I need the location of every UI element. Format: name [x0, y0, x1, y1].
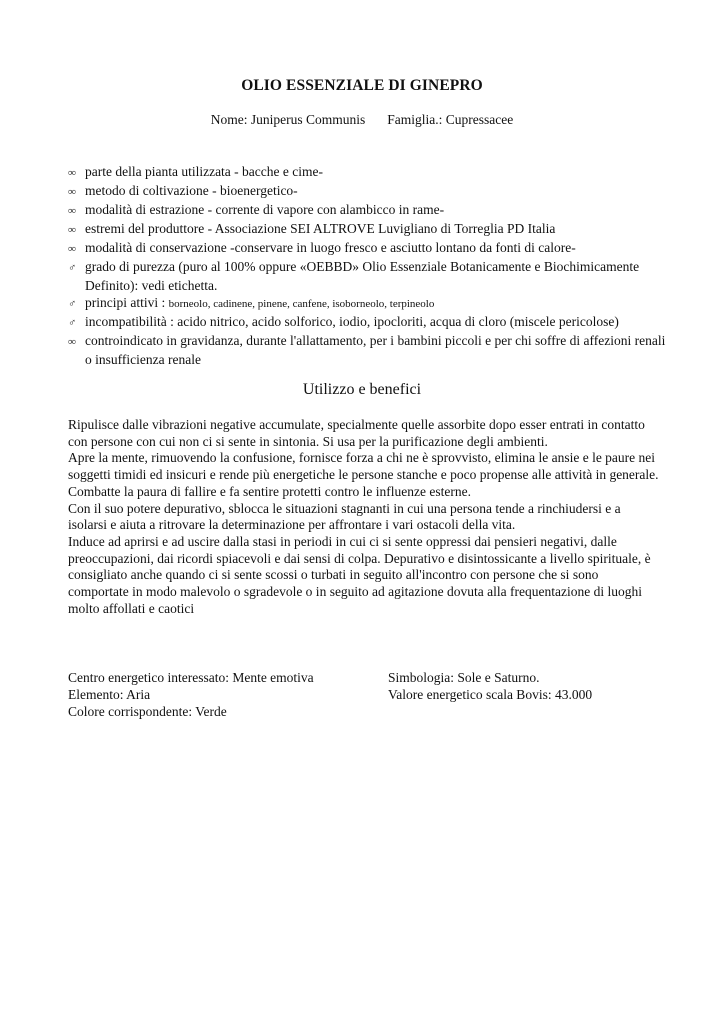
property-item: [68, 239, 668, 258]
property-item: [68, 332, 668, 368]
botanical-name: Nome: Juniperus Communis: [210, 112, 366, 127]
property-text: modalità di conservazione -conservare in luogo fresco e asciutto lontano da fonti di calore-: [85, 240, 576, 255]
energy-center: Centro energetico interessato: Mente emotiva: [68, 670, 314, 685]
paragraph: Apre la mente, rimuovendo la confusione, fornisce forza a chi ne è sprovvisto, elimina le ansie e le paure nei soggetti timidi ed insicuri e rende più energetiche le persone stanche e poco propense alle attività in generale. Combatte la paura di fallire e fa sentire protetti contro le influenze esterne.: [68, 450, 659, 499]
property-text: controindicato in gravidanza, durante l'allattamento, per i bambini piccoli e per chi soffre di affezioni renali o insufficienza renale: [85, 333, 666, 367]
property-text: incompatibilità : acido nitrico, acido solforico, iodio, ipocloriti, acqua di cloro (miscele pericolose): [85, 314, 619, 329]
property-label: principi attivi :: [85, 295, 169, 310]
element: Elemento: Aria: [68, 687, 151, 702]
bovis-value: Valore energetico scala Bovis: 43.000: [388, 687, 593, 702]
property-item: [68, 163, 668, 182]
infinity-bullet-icon: ∞: [68, 336, 76, 348]
mars-bullet-icon: ♂: [68, 298, 77, 310]
footer-info: [68, 669, 668, 720]
infinity-bullet-icon: ∞: [68, 224, 76, 236]
symbolism: Simbologia: Sole e Saturno.: [388, 670, 540, 685]
document-title: OLIO ESSENZIALE DI GINEPRO: [241, 77, 483, 94]
document-subtitle: [0, 112, 724, 128]
paragraph: Ripulisce dalle vibrazioni negative accumulate, specialmente quelle assorbite dopo esser entrati in contatto con persone con cui non ci si sente in sintonia. Si usa per la purificazione degli ambienti.: [68, 417, 645, 449]
property-item: [68, 313, 668, 332]
benefits-text: [68, 417, 660, 617]
footer-row: [68, 686, 668, 703]
plant-family: Famiglia.: Cupressacee: [387, 112, 514, 127]
property-item: [68, 201, 668, 220]
property-item: [68, 182, 668, 201]
property-item: [68, 258, 668, 294]
footer-row: [68, 703, 668, 720]
property-text: modalità di estrazione - corrente di vapore con alambicco in rame-: [85, 202, 445, 217]
property-item: [68, 294, 668, 313]
paragraph: Induce ad aprirsi e ad uscire dalla stasi in periodi in cui ci si sente oppressi dai pensieri negativi, dalle preoccupazioni, dai ricordi spiacevoli e dai sensi di colpa. Depurativo e disintossicante a livello spirituale, è consigliato anche quando ci si sente scossi o turbati in seguito all'incontro con persone che si sono comportate in modo malevolo o sgradevole o in seguito ad agitazione dovuta alla frequentazione di luoghi molto affollati e caotici: [68, 533, 651, 616]
infinity-bullet-icon: ∞: [68, 243, 76, 255]
property-text: parte della pianta utilizzata - bacche e cime-: [85, 164, 323, 179]
property-text: metodo di coltivazione - bioenergetico-: [85, 183, 298, 198]
properties-list: [68, 163, 668, 368]
property-text: grado di purezza (puro al 100% oppure «OEBBD» Olio Essenziale Botanicamente e Biochimicamente Definito): vedi etichetta.: [85, 259, 640, 293]
infinity-bullet-icon: ∞: [68, 186, 76, 198]
property-detail: borneolo, cadinene, pinene, canfene, isoborneolo, terpineolo: [168, 298, 435, 310]
mars-bullet-icon: ♂: [68, 317, 77, 329]
footer-row: [68, 669, 668, 686]
paragraph: Con il suo potere depurativo, sblocca le situazioni stagnanti in cui una persona tende a rinchiudersi e a isolarsi e aiuta a ritrovare la determinazione per affrontare i vari ostacoli della vita.: [68, 500, 621, 533]
property-text: estremi del produttore - Associazione SEI ALTROVE Luvigliano di Torreglia PD Italia: [85, 221, 556, 236]
infinity-bullet-icon: ∞: [68, 167, 76, 179]
mars-bullet-icon: ♂: [68, 262, 77, 274]
property-item: [68, 220, 668, 239]
infinity-bullet-icon: ∞: [68, 205, 76, 217]
section-title: Utilizzo e benefici: [302, 381, 422, 398]
corresponding-color: Colore corrispondente: Verde: [68, 704, 227, 719]
